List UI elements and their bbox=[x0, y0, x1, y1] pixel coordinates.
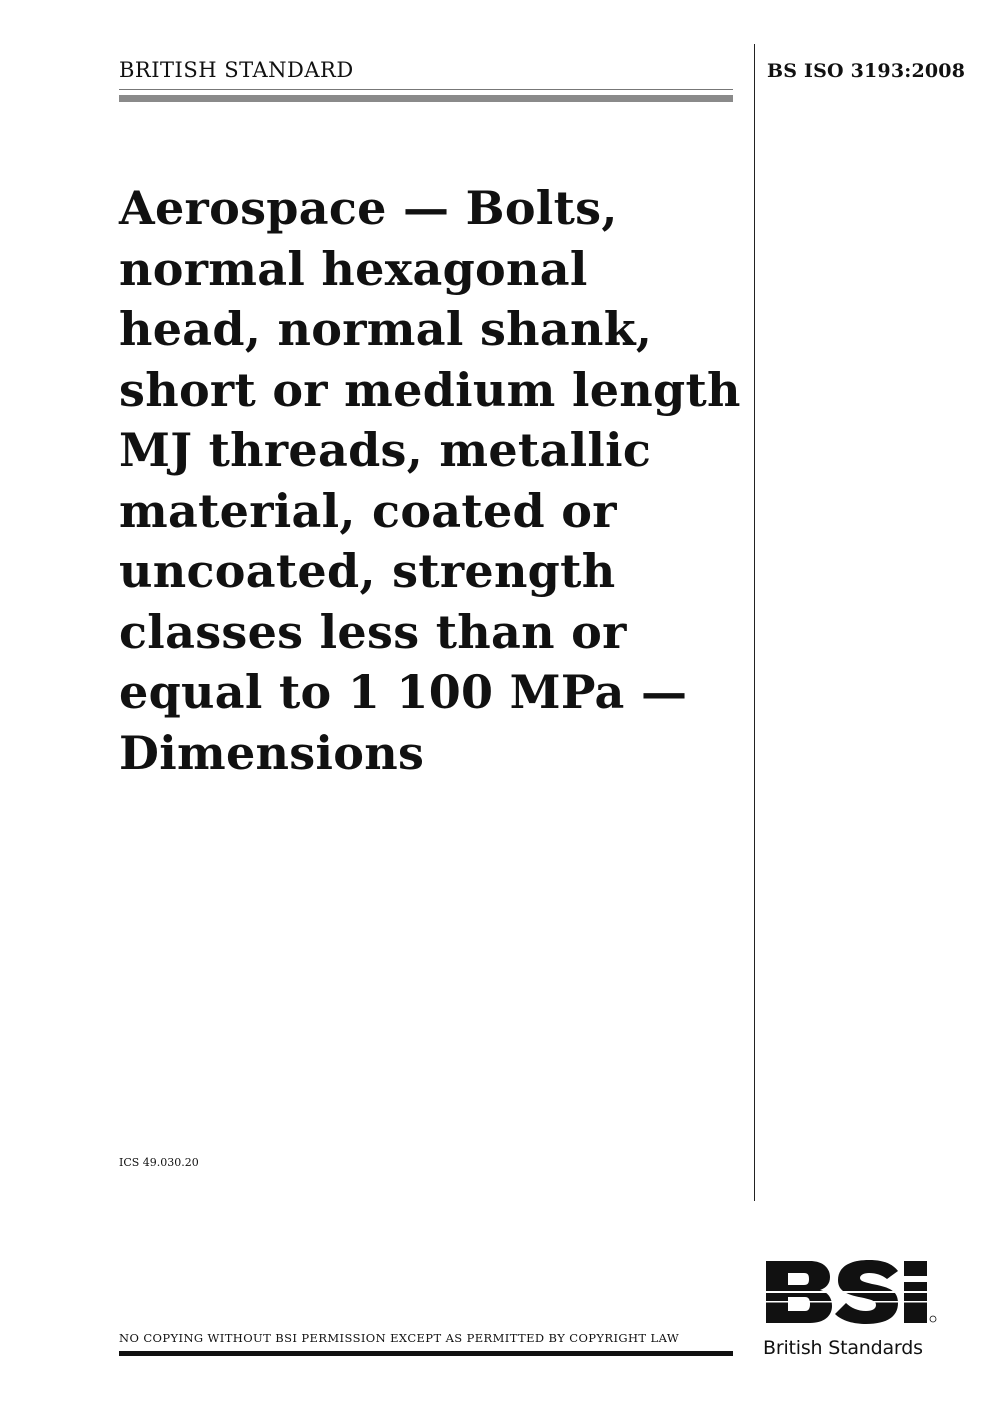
title-line: normal hexagonal bbox=[119, 241, 588, 296]
title-line: Aerospace — Bolts, bbox=[119, 181, 618, 235]
document-title bbox=[119, 178, 749, 783]
column-divider bbox=[754, 44, 755, 1201]
footer-divider bbox=[119, 1351, 733, 1356]
title-line: classes less than or bbox=[119, 604, 627, 659]
title-line: short or medium length bbox=[119, 362, 741, 417]
title-line: uncoated, strength bbox=[119, 544, 616, 598]
header-divider-thin bbox=[119, 89, 733, 90]
bsi-tagline: British Standards bbox=[763, 1337, 923, 1359]
copyright-notice: NO COPYING WITHOUT BSI PERMISSION EXCEPT AS PERMITTED BY COPYRIGHT LAW bbox=[119, 1331, 680, 1345]
title-line: equal to 1 100 MPa — bbox=[119, 665, 688, 719]
title-line: material, coated or bbox=[119, 483, 617, 538]
standard-number: BS ISO 3193:2008 bbox=[767, 60, 966, 82]
header-divider-thick bbox=[119, 95, 733, 102]
title-line: head, normal shank, bbox=[119, 302, 653, 356]
title-line: Dimensions bbox=[119, 725, 425, 780]
title-line: MJ threads, metallic bbox=[119, 423, 652, 477]
ics-code: ICS 49.030.20 bbox=[119, 1156, 199, 1169]
document-type-label: BRITISH STANDARD bbox=[119, 58, 354, 82]
